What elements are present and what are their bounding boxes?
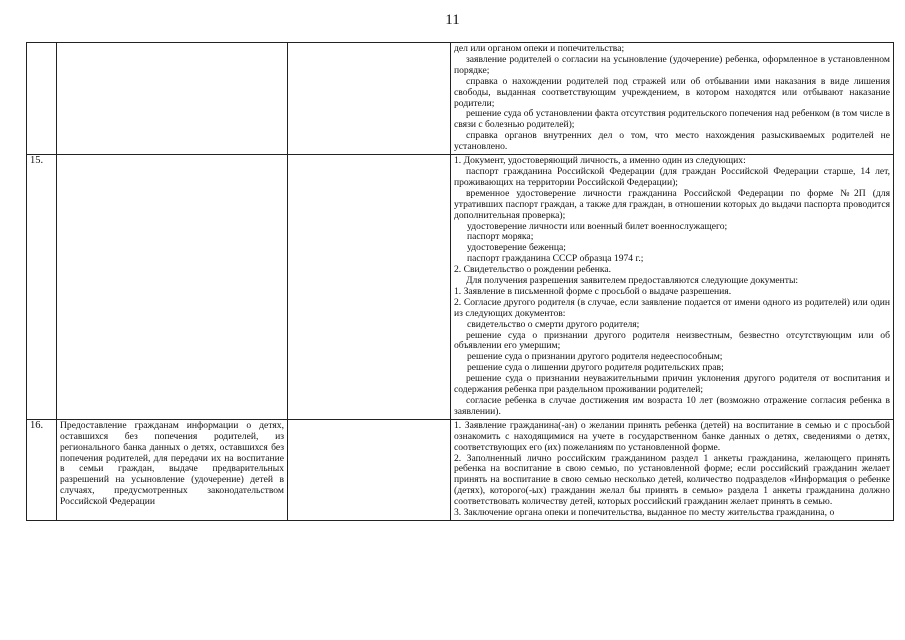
row-number: 15.	[27, 155, 57, 420]
document-line: 2. Свидетельство о рождении ребенка.	[454, 264, 612, 276]
empty-cell	[288, 419, 451, 520]
document-line: удостоверение личности или военный билет военнослужащего;	[467, 220, 728, 232]
document-line: 1. Заявление гражданина(-ан) о желании принять ребенка (детей) на воспитание в семью и с просьбой ознакомить с находящимися на учете в государственном банке данных о детях, сведениями о детях, соответствующих его (их) пожеланиям по установленной форме.	[454, 419, 890, 453]
document-line: паспорт моряка;	[467, 231, 534, 243]
document-line: Для получения разрешения заявителем предоставляются следующие документы:	[466, 275, 799, 287]
service-name	[57, 43, 288, 155]
document-line: решение суда об установлении факта отсутствия родительского попечения над ребенком (в том числе в связи с болезнью родителей);	[454, 108, 890, 131]
empty-cell	[288, 43, 451, 155]
document-line: паспорт гражданина СССР образца 1974 г.;	[467, 253, 644, 265]
table-row	[27, 419, 894, 520]
document-line: временное удостоверение личности гражданина Российской Федерации по форме №2П (для утративших паспорт граждан, а также для граждан, в отношении которых до выдачи паспорта проводится дополнительная проверка);	[454, 187, 890, 221]
table-row	[27, 155, 894, 420]
service-name	[57, 155, 288, 420]
document-line: заявление родителей о согласии на усыновление (удочерение) ребенка, оформленное в установленном порядке;	[454, 53, 890, 76]
documents-cell	[451, 43, 894, 155]
service-name: Предоставление гражданам информации о детях, оставшихся без попечения родителей, из регионального банка данных о детях, оставшихся без попечения родителей, для передачи их на воспитание в семьи граждан, выдаче предварительных разрешений на усыновление (удочерение) детей в случаях, предусмотренных законодательством Российской Федерации	[57, 419, 288, 520]
document-line: дел или органом опеки и попечительства;	[454, 43, 625, 54]
document-line: справка о нахождении родителей под стражей или об отбывании ими наказания в виде лишения свободы, выданная соответствующим учреждением, в котором находятся или отбывают наказание родители;	[454, 75, 890, 109]
document-line: 2. Согласие другого родителя (в случае, если заявление подается от имени одного из родителей) или один из следующих документов:	[454, 296, 890, 319]
row-number: 16.	[27, 419, 57, 520]
document-line: согласие ребенка в случае достижения им возраста 10 лет (возможно отражение согласия ребенка в заявлении).	[454, 395, 890, 417]
document-line: решение суда о признании другого родителя недееспособным;	[467, 351, 723, 363]
document-line: 1. Заявление в письменной форме с просьбой о выдаче разрешения.	[454, 285, 732, 297]
document-line: 3. Заключение органа опеки и попечительства, выданное по месту жительства гражданина, о	[454, 507, 835, 519]
documents-cell	[451, 419, 894, 520]
page-number: 11	[445, 12, 460, 28]
document-line: справка органов внутренних дел о том, что место нахождения разыскиваемых родителей не установлено.	[454, 130, 890, 153]
empty-cell	[288, 155, 451, 420]
document-line: решение суда о лишении другого родителя родительских прав;	[467, 362, 724, 374]
document-line: удостоверение беженца;	[467, 242, 566, 254]
document-line: паспорт гражданина Российской Федерации (для граждан Российской Федерации старше, 14 лет, проживающих на территории Российской Федерации);	[454, 165, 890, 188]
document-line: свидетельство о смерти другого родителя;	[467, 318, 640, 330]
document-line: решение суда о признании неуважительными причин уклонения другого родителя от воспитания и содержания ребенка при раздельном проживании родителей;	[454, 373, 890, 396]
document-line: 2. Заполненный лично российским гражданином раздел 1 анкеты гражданина, желающего принять ребенка на воспитание в свою семью, по установленной форме; если российский гражданин желает принять на воспитание в свою семью несколько детей, количество подразделов «Информация о ребенке (детях), которого(-ых) гражданин желал бы принять в семью» раздела 1 анкеты гражданина должно соответствовать количеству детей, которых российский гражданин желает принять в семью.	[454, 452, 890, 508]
row-number	[27, 43, 57, 155]
document-line: решение суда о признании другого родителя неизвестным, безвестно отсутствующим или об объявлении его умершим;	[454, 329, 890, 352]
document-line: 1. Документ, удостоверяющий личность, а именно один из следующих:	[454, 155, 746, 167]
services-table	[26, 42, 894, 521]
documents-cell	[451, 155, 894, 420]
table-row	[27, 43, 894, 155]
